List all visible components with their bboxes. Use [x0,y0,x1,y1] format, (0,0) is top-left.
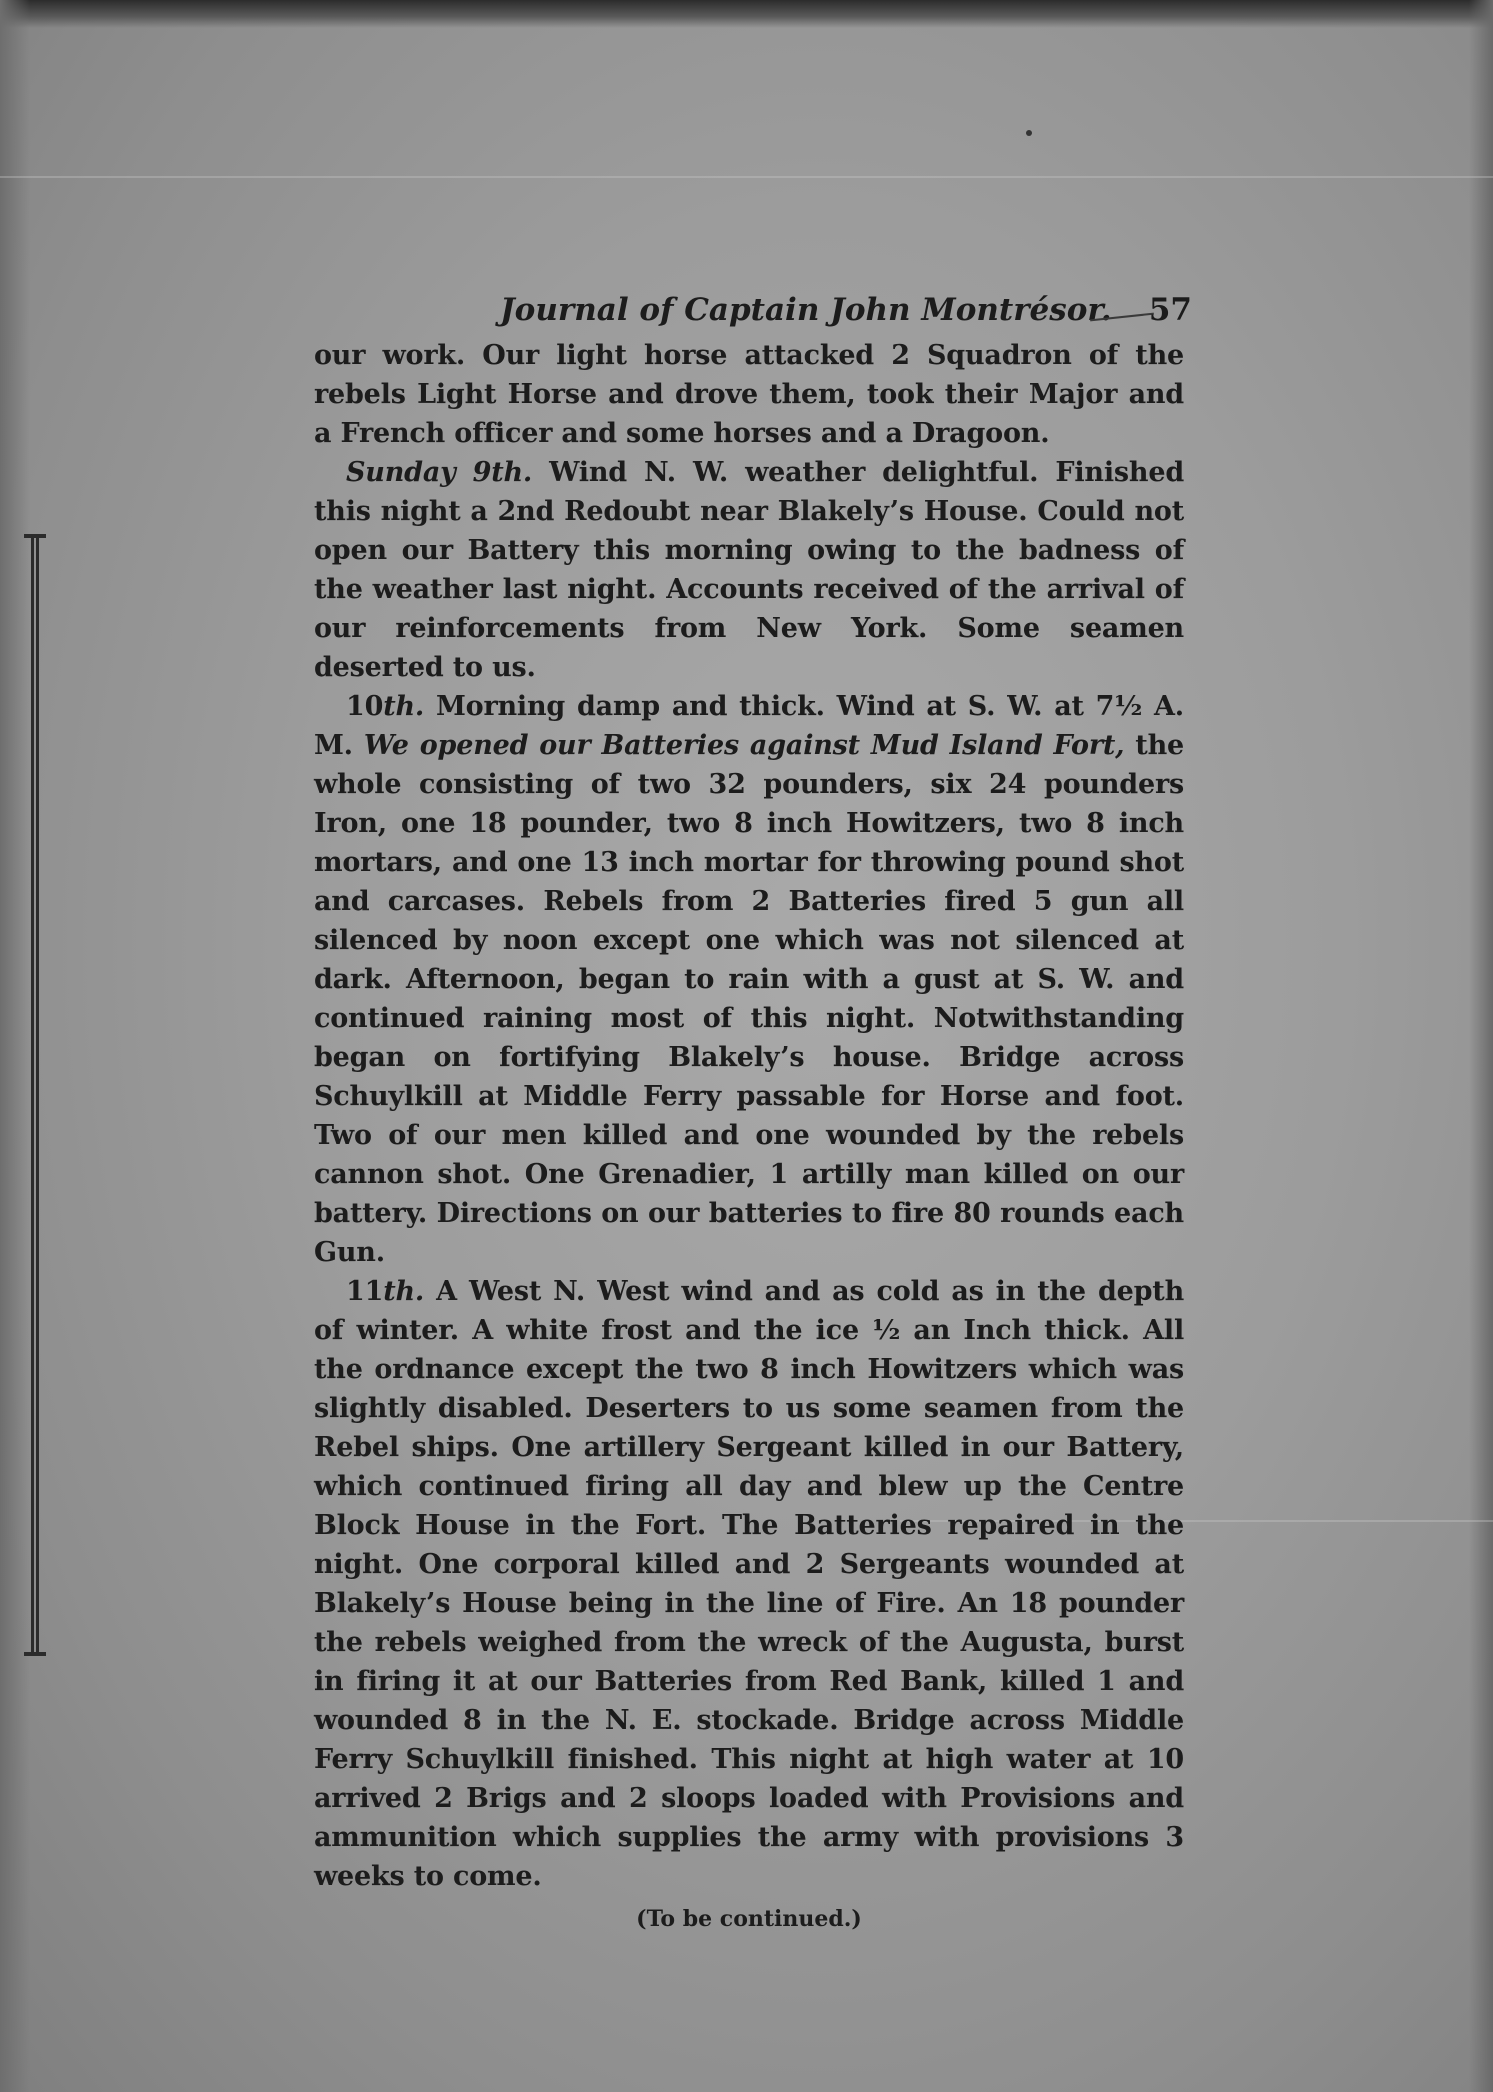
running-header [314,288,1192,336]
left-edge-shadow [0,0,30,2092]
italic-phrase: We opened our Batteries against Mud Island Fort, [363,730,1125,761]
paragraph-sunday-9th [314,453,1184,687]
journal-page [314,288,1192,1932]
paragraph-11th [314,1272,1184,1896]
entry-date-suffix: th. [383,691,425,722]
to-be-continued-note: (To be continued.) [636,1906,862,1932]
ink-speck [1026,130,1032,136]
entry-date-suffix: th. [383,1276,425,1307]
entry-date: Sunday 9th. [346,457,533,488]
paragraph-text: Morning damp and thick. Wind at S. W. at 7½ A. M. [314,691,1184,761]
paragraph-text: A West N. West wind and as cold as in the depth of winter. A white frost and the ice ½ an Inch thick. All the ordnance except the two 8 inch Howitzers which was slightly disabled. Deserters to us some seamen from the Rebel ships. One artillery Sergeant killed in our Battery, which continued firing all day and blew up the Centre Block House in the Fort. The Batteries repaired in the night. One corporal killed and 2 Sergeants wounded at Blakely’s House being in the line of Fire. An 18 pounder the rebels weighed from the wreck of the Augusta, burst in firing it at our Batteries from Red Bank, killed 1 and wounded 8 in the N. E. stockade. Bridge across Middle Ferry Schuylkill finished. This night at high water at 10 arrived 2 Brigs and 2 sloops loaded with Provisions and ammunition which supplies the army with provisions 3 weeks to come. [314,1276,1184,1892]
entry-date-number: 10 [346,691,384,722]
journal-text [314,336,1184,1896]
paragraph-10th [314,687,1184,1272]
running-title: Journal of Captain John Montrésor. [500,292,1112,328]
paragraph-text: Wind N. W. weather delightful. Finished this night a 2nd Redoubt near Blakely’s House. Could not open our Battery this morning owing to the badness of the weather last night. Accounts received of the arrival of our reinforcements from New York. Some seamen deserted to us. [314,457,1185,683]
entry-date-number: 11 [346,1276,384,1307]
margin-bracket-mark [31,536,39,1654]
page-number: 57 [1148,292,1192,328]
top-edge-shadow [0,0,1493,28]
paragraph-continuation [314,336,1184,453]
right-edge-shadow [1469,0,1493,2092]
paragraph-text: the whole consisting of two 32 pounders, six 24 pounders Iron, one 18 pounder, two 8 inch Howitzers, two 8 inch mortars, and one 13 inch mortar for throwing pound shot and carcases. Rebels from 2 Batteries fired 5 gun all silenced by noon except one which was not silenced at dark. Afternoon, began to rain with a gust at S. W. and continued raining most of this night. Notwithstanding began on fortifying Blakely’s house. Bridge across Schuylkill at Middle Ferry passable for Horse and foot. Two of our men killed and one wounded by the rebels cannon shot. One Grenadier, 1 artilly man killed on our battery. Directions on our batteries to fire 80 rounds each Gun. [314,730,1184,1268]
scan-artifact-line [0,176,1493,178]
paragraph-text: our work. Our light horse attacked 2 Squadron of the rebels Light Horse and drove them, took their Major and a French officer and some horses and a Dragoon. [314,340,1184,449]
